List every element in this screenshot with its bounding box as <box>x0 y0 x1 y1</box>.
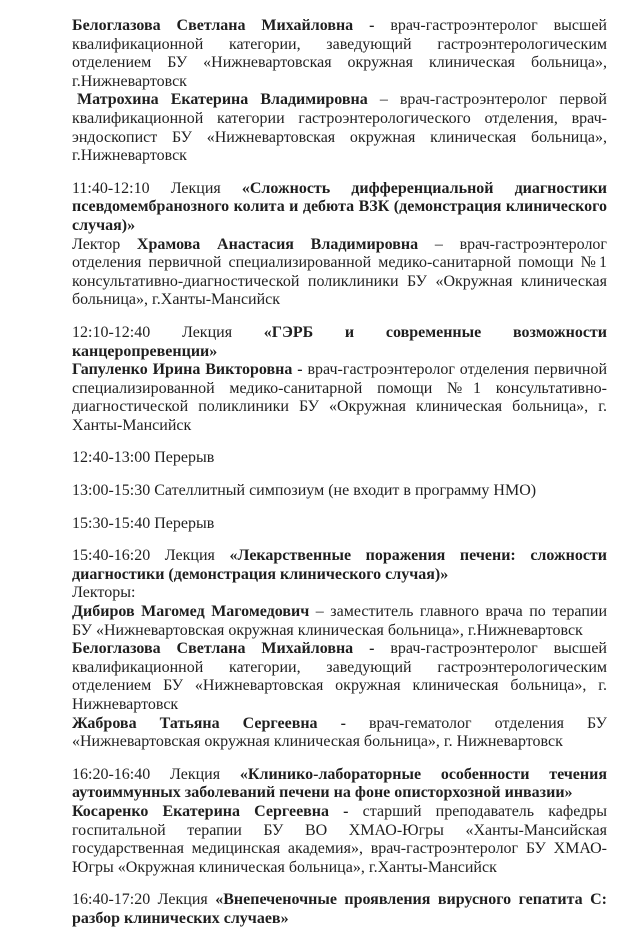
text-run: старший преподаватель кафедры госпитальной терапии БУ ВО ХМАО-Югры «Ханты-Мансийская государственная медицинская академия», врач-гастроэнтеролог БУ ХМАО-Югры «Окружная клиническая больница», г.Ханты-Мансийск <box>72 802 608 876</box>
text-run: 11:40-12:10 Лекция <box>72 179 242 197</box>
paragraph <box>72 236 607 310</box>
bold-text-run: Матрохина Екатерина Владимировна <box>77 91 368 109</box>
schedule-block-presenters-intro <box>72 17 607 166</box>
schedule-block-lecture-1540 <box>72 547 607 752</box>
paragraph <box>72 766 607 803</box>
bold-text-run: Косаренко Екатерина Сергеевна - <box>72 802 363 820</box>
schedule-block-break-1240 <box>72 449 607 468</box>
bold-text-run: «Клинико-лабораторные особенности течения аутоиммунных заболеваний печени на фоне описторхозной инвазии» <box>72 765 607 802</box>
text-run: 12:10-12:40 Лекция <box>72 323 264 341</box>
bold-text-run: Белоглазова Светлана Михайловна - <box>72 17 391 34</box>
paragraph <box>72 603 607 640</box>
text-run: врач-гематолог отделения БУ «Нижневартовская окружная клиническая больница», г. Нижневартовск <box>72 714 607 751</box>
paragraph <box>72 891 607 928</box>
text-run: 15:40-16:20 Лекция <box>72 547 230 565</box>
text-run: – заместитель главного врача по терапии БУ «Нижневартовская окружная клиническая больница», г.Нижневартовск <box>72 603 608 639</box>
paragraph <box>72 584 607 603</box>
paragraph <box>72 91 607 165</box>
text-run: 13:00-15:30 Сателлитный симпозиум (не входит в программу НМО) <box>72 482 537 500</box>
paragraph <box>72 17 607 91</box>
paragraph <box>72 547 607 584</box>
bold-text-run: «ГЭРБ и современные возможности канцеропревенции» <box>72 323 607 360</box>
text-run: Лекторы: <box>72 584 136 602</box>
paragraph <box>72 640 607 714</box>
text-run: врач-гастроэнтеролог высшей квалификационной категории, заведующий гастроэнтерологическим отделением БУ «Нижневартовская окружная клиническая больница», г.Нижневартовск <box>72 17 607 90</box>
bold-text-run: Дибиров Магомед Магомедович <box>72 603 310 621</box>
text-run: 12:40-13:00 Перерыв <box>72 449 215 467</box>
text-run: – врач-гастроэнтеролог отделения первичной специализированной медико-санитарной помощи №1 консультативно-диагностической поликлиники БУ «Окружная клиническая больница», г.Ханты-Мансийск <box>72 235 607 309</box>
paragraph <box>72 361 607 435</box>
text-run: – врач-гастроэнтеролог первой квалификационной категории гастроэнтерологического отделения, врач-эндоскопист БУ «Нижневартовская окружная клиническая больница», г.Нижневартовск <box>72 91 607 165</box>
schedule-block-lecture-1210 <box>72 324 607 436</box>
bold-text-run: Белоглазова Светлана Михайловна - <box>72 640 391 658</box>
paragraph <box>72 803 607 877</box>
schedule-block-lecture-1140 <box>72 180 607 310</box>
schedule-block-satellite-1300 <box>72 482 607 501</box>
paragraph <box>72 715 607 752</box>
text-run: 15:30-15:40 Перерыв <box>72 514 215 532</box>
document-content <box>72 17 607 929</box>
bold-text-run: «Сложность дифференциальной диагностики псевдомембранозного колита и дебюта ВЗК (демонстрация клинического случая)» <box>72 179 607 234</box>
schedule-block-lecture-1620 <box>72 766 607 878</box>
text-run: 16:40-17:20 Лекция <box>72 891 216 909</box>
bold-text-run: «Лекарственные поражения печени: сложности диагностики (демонстрация клинического случая)» <box>72 547 608 583</box>
paragraph <box>72 515 607 534</box>
paragraph <box>72 449 607 468</box>
bold-text-run: «Внепеченочные проявления вирусного гепатита С: разбор клинических случаев» <box>72 891 608 927</box>
text-run: врач-гастроэнтеролог отделения первичной специализированной медико-санитарной помощи №1 консультативно-диагностической поликлиники БУ «Окружная клиническая больница», г. Ханты-Мансийск <box>72 361 607 434</box>
text-run: Лектор <box>72 235 137 253</box>
paragraph <box>72 180 607 236</box>
bold-text-run: Гапуленко Ирина Викторовна - <box>72 361 308 379</box>
schedule-block-break-1530 <box>72 515 607 534</box>
paragraph <box>72 324 607 361</box>
paragraph <box>72 482 607 501</box>
text-run: врач-гастроэнтеролог высшей квалификационной категории, заведующий гастроэнтерологическим отделением БУ «Нижневартовская окружная клиническая больница», г. Нижневартовск <box>72 640 607 713</box>
bold-text-run: Жаброва Татьяна Сергеевна - <box>72 714 369 732</box>
schedule-block-lecture-1640 <box>72 891 607 928</box>
text-run: 16:20-16:40 Лекция <box>72 765 240 783</box>
bold-text-run: Храмова Анастасия Владимировна <box>136 235 419 253</box>
